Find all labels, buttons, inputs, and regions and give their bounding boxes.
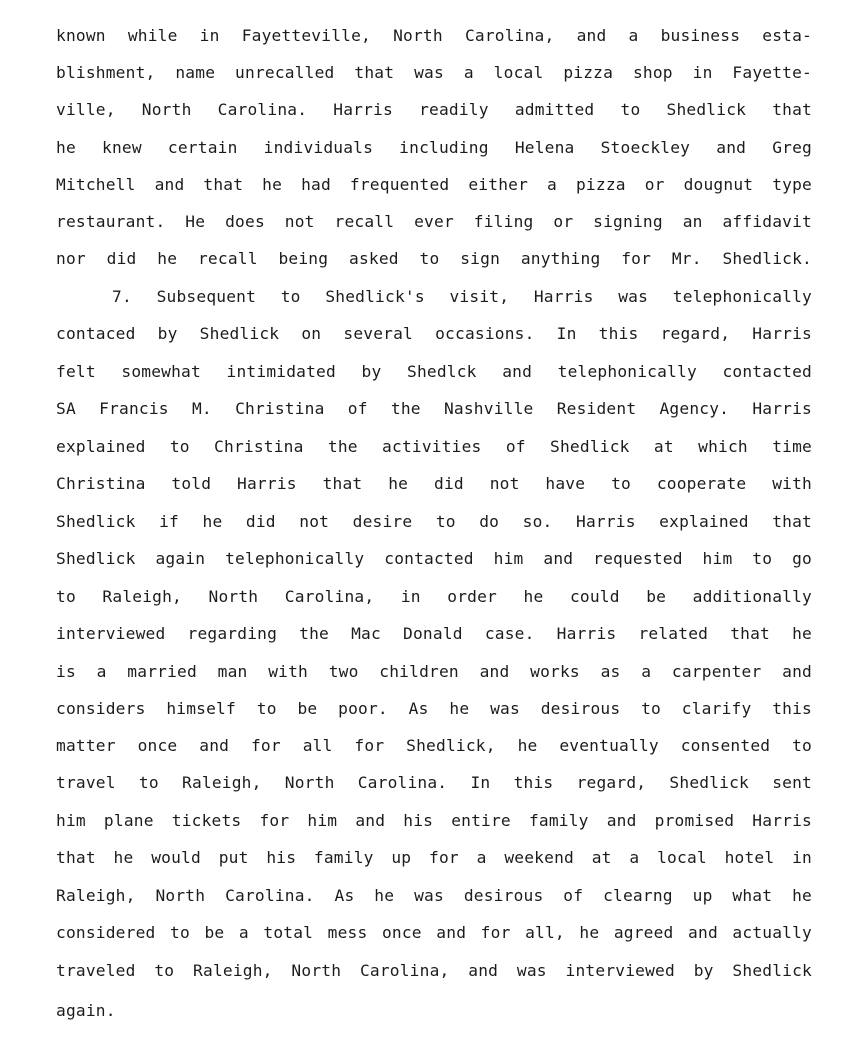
text-line: traveled to Raleigh, North Carolina, and was interviewed by Shedlick (56, 961, 812, 980)
text-line: Christina told Harris that he did not have to cooperate with (56, 474, 812, 493)
text-line: known while in Fayetteville, North Carolina, and a business esta- (56, 26, 812, 45)
text-line: blishment, name unrecalled that was a local pizza shop in Fayette- (56, 63, 812, 82)
text-line: to Raleigh, North Carolina, in order he could be additionally (56, 587, 812, 606)
text-line: restaurant. He does not recall ever filing or signing an affidavit (56, 212, 812, 231)
text-line: interviewed regarding the Mac Donald case. Harris related that he (56, 624, 812, 643)
text-line: Mitchell and that he had frequented either a pizza or dougnut type (56, 175, 812, 194)
text-line: considered to be a total mess once and for all, he agreed and actually (56, 923, 812, 942)
text-line: Shedlick if he did not desire to do so. Harris explained that (56, 512, 812, 531)
text-line: ville, North Carolina. Harris readily admitted to Shedlick that (56, 100, 812, 119)
text-line: is a married man with two children and works as a carpenter and (56, 662, 812, 681)
text-line: matter once and for all for Shedlick, he eventually consented to (56, 736, 812, 755)
text-line: contaced by Shedlick on several occasions. In this regard, Harris (56, 324, 812, 343)
text-line: that he would put his family up for a weekend at a local hotel in (56, 848, 812, 867)
text-line: travel to Raleigh, North Carolina. In this regard, Shedlick sent (56, 773, 812, 792)
text-line: him plane tickets for him and his entire family and promised Harris (56, 811, 812, 830)
text-line: he knew certain individuals including Helena Stoeckley and Greg (56, 138, 812, 157)
text-line: Shedlick again telephonically contacted him and requested him to go (56, 549, 812, 568)
text-line: nor did he recall being asked to sign anything for Mr. Shedlick. (56, 249, 812, 268)
text-line: again. (56, 1001, 116, 1020)
text-line: felt somewhat intimidated by Shedlck and telephonically contacted (56, 362, 812, 381)
text-line: explained to Christina the activities of Shedlick at which time (56, 437, 812, 456)
text-line: considers himself to be poor. As he was desirous to clarify this (56, 699, 812, 718)
text-line: SA Francis M. Christina of the Nashville Resident Agency. Harris (56, 399, 812, 418)
text-line: Raleigh, North Carolina. As he was desirous of clearng up what he (56, 886, 812, 905)
paragraph-7-first-line: 7. Subsequent to Shedlick's visit, Harris was telephonically (112, 287, 812, 306)
